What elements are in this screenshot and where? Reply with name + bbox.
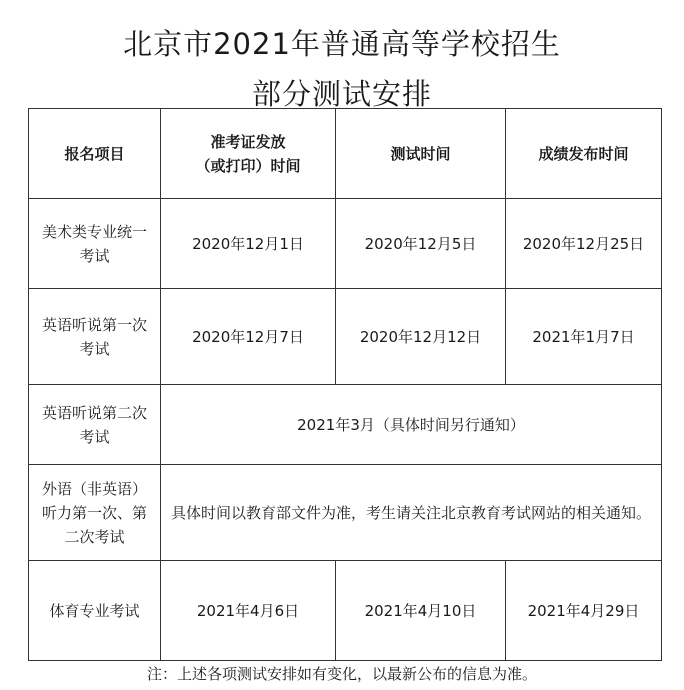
row-item-cell: 体育专业考试 — [29, 561, 161, 661]
table-row — [29, 561, 662, 661]
header-ticket-time-line-2: （或打印）时间 — [195, 156, 301, 175]
merged-notice-cell: 具体时间以教育部文件为准，考生请关注北京教育考试网站的相关通知。 — [161, 465, 662, 561]
row-item-line-2: 考试 — [79, 427, 110, 446]
header-ticket-time — [161, 109, 336, 199]
row-item-line-3: 二次考试 — [64, 527, 125, 546]
row-item-line-1: 英语听说第二次 — [41, 403, 147, 422]
row-item-cell — [29, 385, 161, 465]
page-title-line-1: 北京市2021年普通高等学校招生 — [123, 27, 561, 61]
header-ticket-time-line-1: 准考证发放 — [210, 132, 286, 151]
row-item-cell — [29, 289, 161, 385]
header-test-time: 测试时间 — [336, 109, 506, 199]
test-date-cell: 2020年12月12日 — [336, 289, 506, 385]
test-date-cell: 2021年4月10日 — [336, 561, 506, 661]
header-result-time: 成绩发布时间 — [506, 109, 662, 199]
row-item-cell — [29, 465, 161, 561]
row-item-line-2: 考试 — [79, 246, 110, 265]
test-date-cell: 2020年12月5日 — [336, 199, 506, 289]
page-title-line-2: 部分测试安排 — [251, 77, 432, 111]
row-item-line-2: 考试 — [79, 339, 110, 358]
ticket-date-cell: 2021年4月6日 — [161, 561, 336, 661]
merged-schedule-cell: 2021年3月（具体时间另行通知） — [161, 385, 662, 465]
header-registration-item: 报名项目 — [29, 109, 161, 199]
row-item-line-1: 英语听说第一次 — [41, 315, 147, 334]
schedule-table — [28, 108, 662, 661]
row-item-line-1: 美术类专业统一 — [41, 222, 147, 241]
ticket-date-cell: 2020年12月7日 — [161, 289, 336, 385]
row-item-line-1: 外语（非英语） — [41, 479, 147, 498]
table-row — [29, 199, 662, 289]
footnote: 注：上述各项测试安排如有变化，以最新公布的信息为准。 — [146, 665, 537, 683]
result-date-cell: 2021年1月7日 — [506, 289, 662, 385]
row-item-cell — [29, 199, 161, 289]
result-date-cell: 2021年4月29日 — [506, 561, 662, 661]
row-item-line-2: 听力第一次、第 — [41, 503, 147, 522]
table-header-row — [29, 109, 662, 199]
table-row — [29, 465, 662, 561]
ticket-date-cell: 2020年12月1日 — [161, 199, 336, 289]
result-date-cell: 2020年12月25日 — [506, 199, 662, 289]
table-row — [29, 385, 662, 465]
table-row — [29, 289, 662, 385]
